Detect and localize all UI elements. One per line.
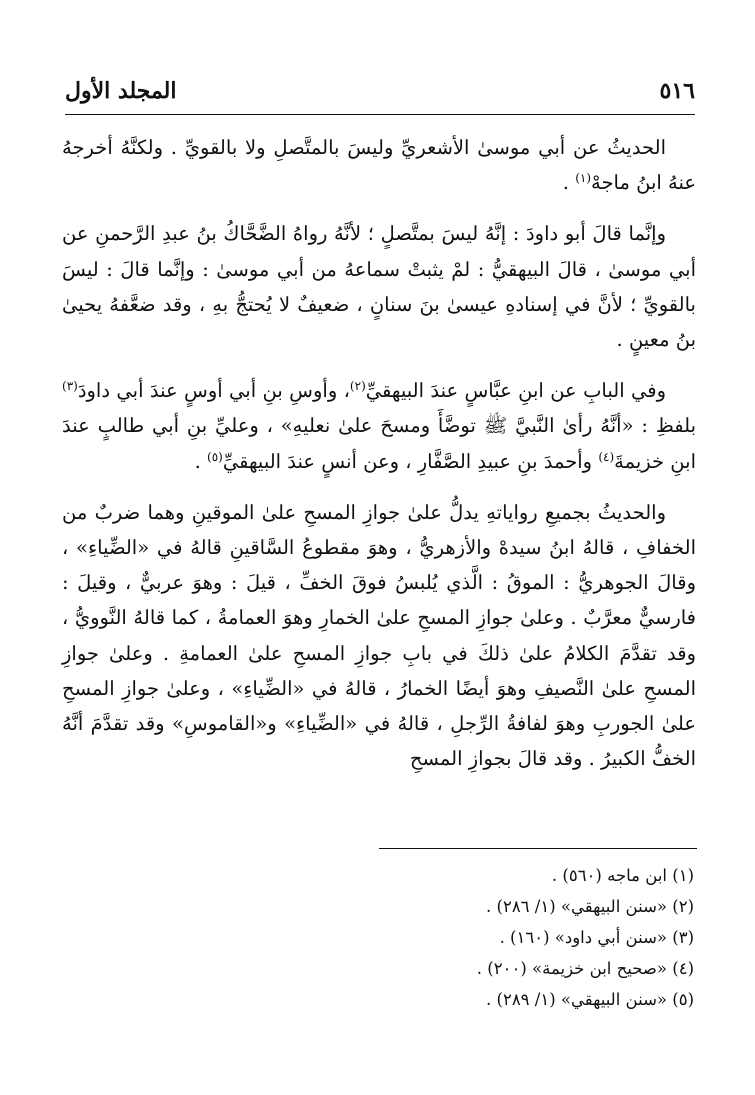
- footnote-item: (١) ابن ماجه (٥٦٠) .: [551, 866, 694, 885]
- body-paragraph: [62, 495, 696, 777]
- text-run: والحديثُ بجميعِ رواياتهِ يدلُّ علىٰ جوازِ المسحِ علىٰ الموقينِ وهما ضربٌ من الخفافِ ، قالهُ ابنُ سيدهْ والأزهريُّ ، وهوَ مقطوعُ السَّاقينِ قالهُ في «الضِّياءِ» ، وقالَ الجوهريُّ : الموقُ : الَّذي يُلبسُ فوقَ الخفِّ ، قيلَ : وهوَ عربيٌّ ، وقيلَ : فارسيٌّ معرَّبٌ . وعلىٰ جوازِ المسحِ علىٰ الخمارِ وهوَ العمامةُ ، كما قالهُ النَّوويُّ ، وقد تقدَّمَ الكلامُ علىٰ ذلكَ في بابِ جوازِ المسحِ علىٰ العمامةِ . وعلىٰ جوازِ المسحِ علىٰ النَّصيفِ وهوَ أيضًا الخمارُ ، قالهُ في «الضِّياءِ» ، وعلىٰ جوازِ المسحِ علىٰ الجوربِ وهوَ لفافةُ الرِّجلِ ، قالهُ في «الضِّياءِ» و«القاموسِ» وقد تقدَّمَ أنَّهُ الخفُّ الكبيرُ . وقد قالَ بجوازِ المسحِ: [62, 500, 696, 771]
- main-text: [62, 130, 696, 792]
- body-paragraph: [62, 373, 696, 479]
- body-paragraph: [62, 216, 696, 357]
- footnote-reference: (١): [575, 171, 592, 186]
- text-run: بلفظِ : «أنَّهُ رأىٰ النَّبيَّ ﷺ توضَّأَ ومسحَ علىٰ نعليهِ» ، وعليِّ بنِ أبي طالبٍ عندَ ابنِ خزيمةَ: [62, 414, 696, 473]
- footnote-reference: (٣): [62, 379, 78, 394]
- footnote-separator: [379, 848, 697, 849]
- body-paragraph: [62, 130, 696, 200]
- text-run: وأحمدَ بنِ عبيدِ الصَّفَّارِ ، وعن أنسٍ عندَ البيهقيِّ: [222, 449, 599, 473]
- footnote-reference: (٤): [598, 449, 615, 464]
- text-run: ، وأوسِ بنِ أبي أوسٍ عندَ أبي داودَ: [77, 379, 350, 403]
- text-run: الحديثُ عن أبي موسىٰ الأشعريِّ وليسَ بالمتَّصلِ ولا بالقويِّ . ولكنَّهُ أخرجهُ عنهُ ابنُ ماجهْ: [62, 136, 696, 195]
- text-run: .: [562, 171, 576, 195]
- footnote-reference: (٢): [349, 379, 366, 394]
- footnote-reference: (٥): [207, 449, 223, 464]
- footnote-item: (٣) «سنن أبي داود» (١٦٠) .: [499, 928, 694, 947]
- footnotes: [62, 860, 694, 1015]
- footnote-item: (٥) «سنن البيهقي» (١/ ٢٨٩) .: [486, 990, 694, 1009]
- page-number: ٥١٦: [659, 78, 695, 104]
- footnote-item: (٤) «صحيح ابن خزيمة» (٢٠٠) .: [476, 959, 694, 978]
- volume-title: المجلد الأول: [65, 78, 177, 104]
- text-run: وإنَّما قالَ أبو داودَ : إنَّهُ ليسَ بمتَّصلٍ ؛ لأنَّهُ رواهُ الضَّحَّاكُ بنُ عبدِ الرَّحمنِ عن أبي موسىٰ ، قالَ البيهقيُّ : لمْ يثبتْ سماعهُ من أبي موسىٰ : وإنَّما قالَ : ليسَ بالقويِّ ؛ لأنَّ في إسنادهِ عيسىٰ بنَ سنانٍ ، ضعيفٌ لا يُحتجُّ بهِ ، وقد ضعَّفهُ يحيىٰ بنُ معينٍ .: [62, 222, 696, 352]
- running-header: [65, 70, 695, 115]
- text-run: .: [194, 449, 207, 473]
- text-run: وفي البابِ عن ابنِ عبَّاسٍ عندَ البيهقيِّ: [365, 379, 666, 403]
- footnote-item: (٢) «سنن البيهقي» (١/ ٢٨٦) .: [486, 897, 694, 916]
